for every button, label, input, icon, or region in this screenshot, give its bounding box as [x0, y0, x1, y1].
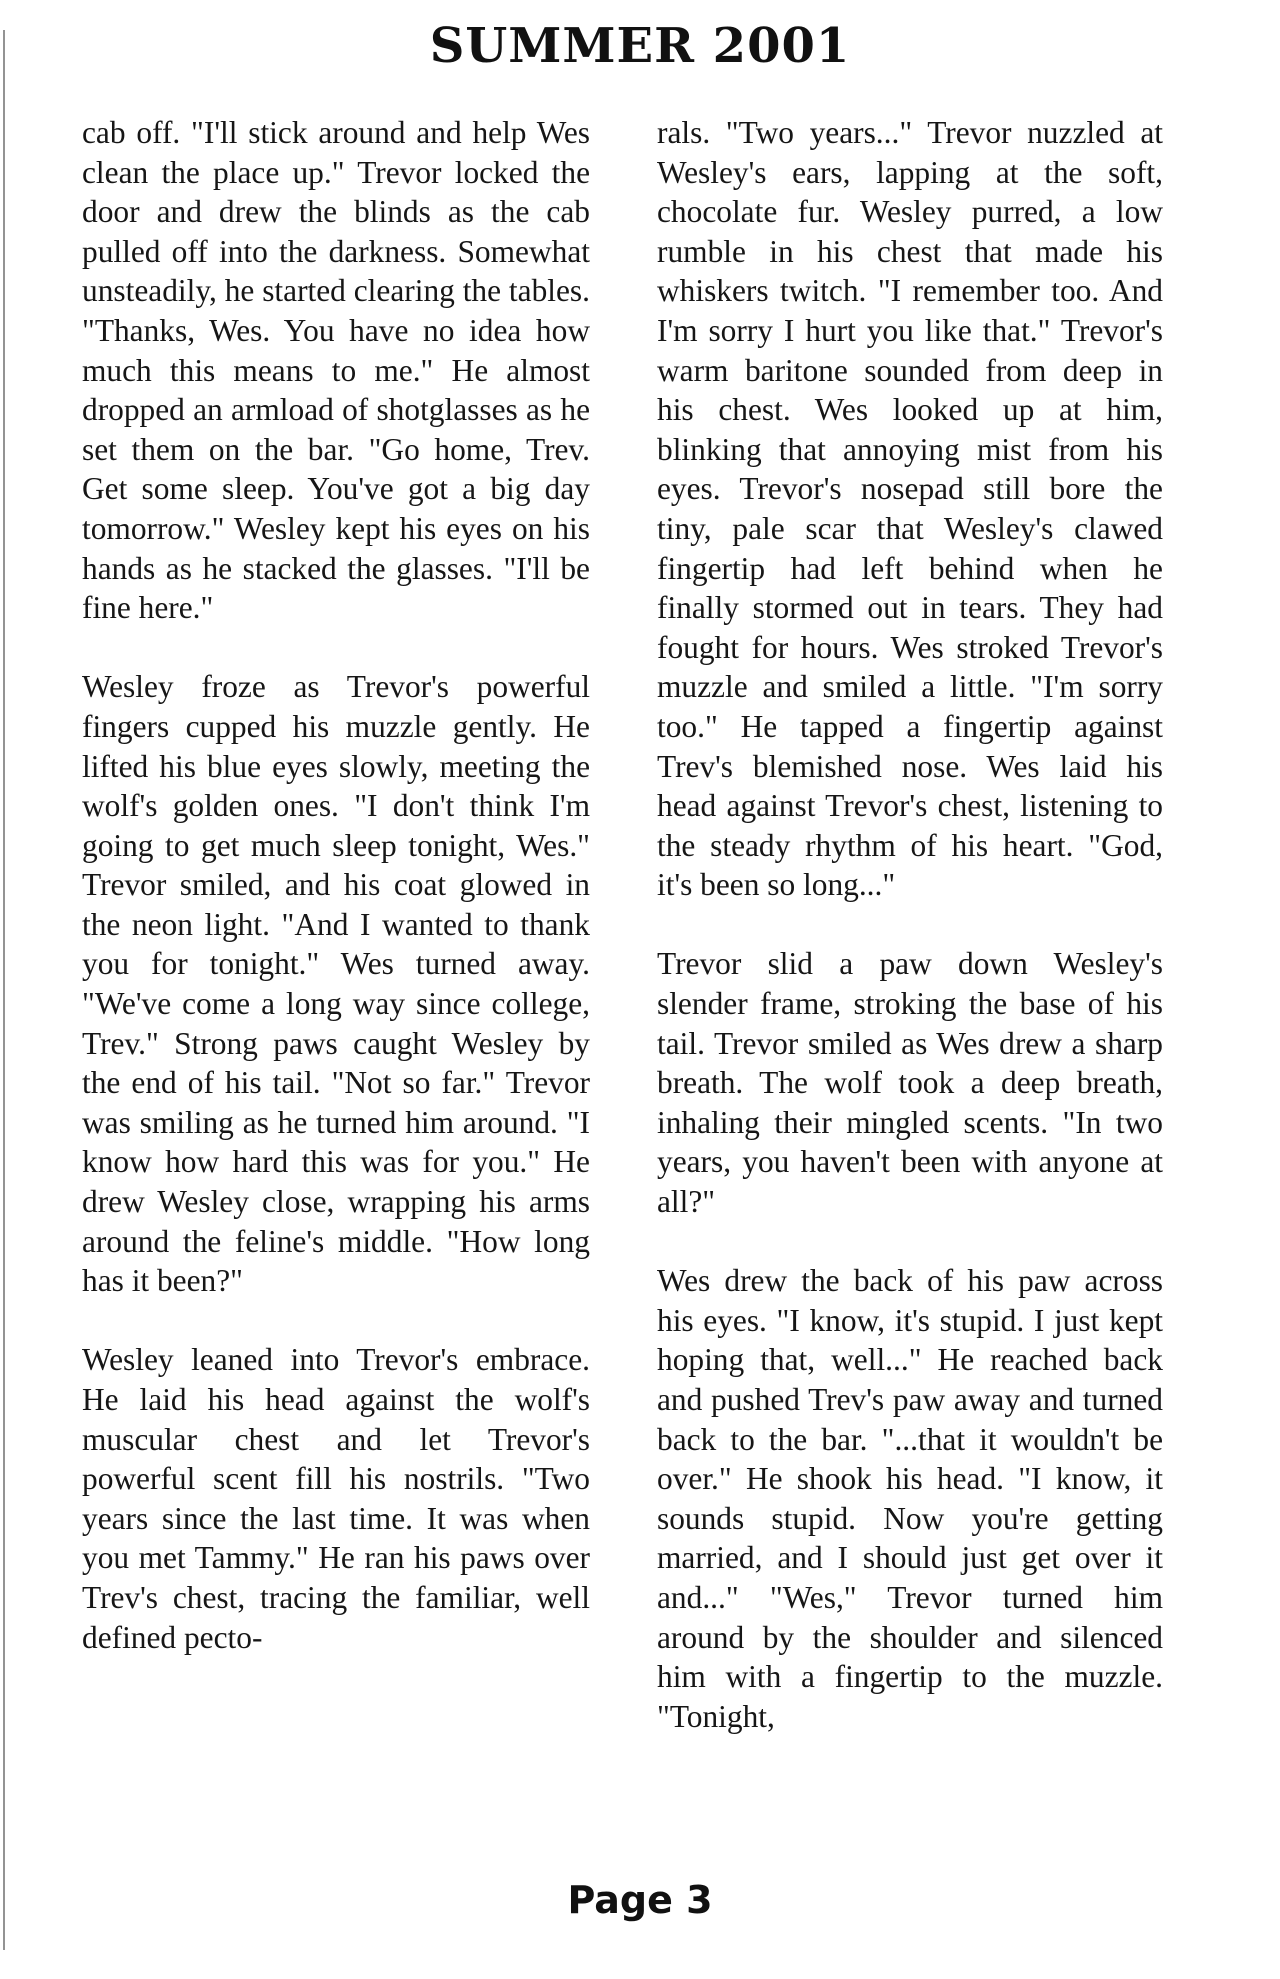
paragraph: Wesley leaned into Trevor's embrace. He laid his head against the wolf's muscular chest and let Trevor's powerful scent fill his nostrils. "Two years since the last time. It was when you met Tammy." He ran his paws over Trev's chest, tracing the familiar, well defined pecto-	[82, 1342, 590, 1655]
paragraph: Trevor slid a paw down Wesley's slender frame, stroking the base of his tail. Trevor smiled as Wes drew a sharp breath. The wolf took a deep breath, inhaling their mingled scents. "In two years, you haven't been with anyone at all?"	[657, 946, 1163, 1220]
right-column	[657, 113, 1163, 1736]
page-number: Page 3	[567, 1878, 713, 1922]
page-edge-line	[3, 30, 5, 1950]
paragraph: cab off. "I'll stick around and help Wes clean the place up." Trevor locked the door and drew the blinds as the cab pulled off into the darkness. Somewhat unsteadily, he started clearing the tables. "Thanks, Wes. You have no idea how much this means to me." He almost dropped an armload of shotglasses as he set them on the bar. "Go home, Trev. Get some sleep. You've got a big day tomorrow." Wesley kept his eyes on his hands as he stacked the glasses. "I'll be fine here."	[82, 115, 590, 626]
paragraph: Wesley froze as Trevor's powerful fingers cupped his muzzle gently. He lifted his blue eyes slowly, meeting the wolf's golden ones. "I don't think I'm going to get much sleep tonight, Wes." Trevor smiled, and his coat glowed in the neon light. "And I wanted to thank you for tonight." Wes turned away. "We've come a long way since college, Trev." Strong paws caught Wesley by the end of his tail. "Not so far." Trevor was smiling as he turned him around. "I know how hard this was for you." He drew Wesley close, wrapping his arms around the feline's middle. "How long has it been?"	[82, 669, 590, 1299]
page-header: SUMMER 2001	[429, 18, 851, 74]
left-column	[82, 113, 590, 1657]
paragraph: rals. "Two years..." Trevor nuzzled at Wesley's ears, lapping at the soft, chocolate fur. Wesley purred, a low rumble in his chest that made his whiskers twitch. "I remember too. And I'm sorry I hurt you like that." Trevor's warm baritone sounded from deep in his chest. Wes looked up at him, blinking that annoying mist from his eyes. Trevor's nosepad still bore the tiny, pale scar that Wesley's clawed fingertip had left behind when he finally stormed out in tears. They had fought for hours. Wes stroked Trevor's muzzle and smiled a little. "I'm sorry too." He tapped a fingertip against Trev's blemished nose. Wes laid his head against Trevor's chest, listening to the steady rhythm of his heart. "God, it's been so long..."	[657, 115, 1163, 903]
paragraph: Wes drew the back of his paw across his eyes. "I know, it's stupid. I just kept hoping that, well..." He reached back and pushed Trev's paw away and turned back to the bar. "...that it wouldn't be over." He shook his head. "I know, it sounds stupid. Now you're getting married, and I should just get over it and..." "Wes," Trevor turned him around by the shoulder and silenced him with a fingertip to the muzzle. "Tonight,	[657, 1263, 1163, 1734]
